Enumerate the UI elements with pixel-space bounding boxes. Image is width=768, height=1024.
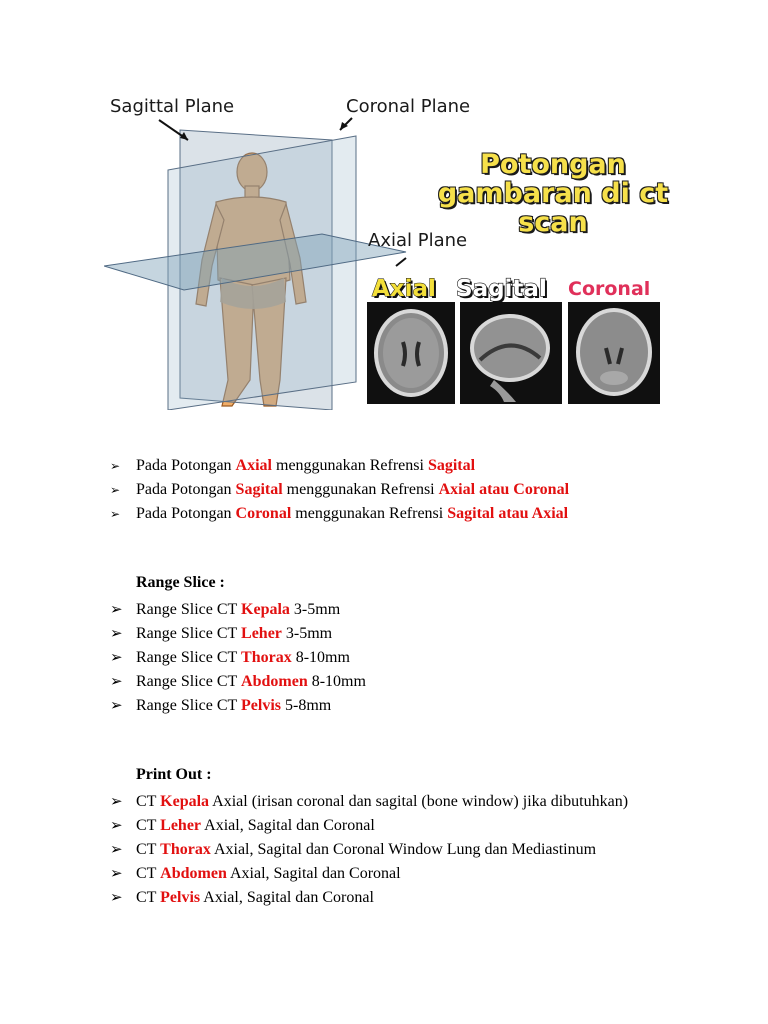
list-item: ➢ Range Slice CT Pelvis 5-8mm [110,694,366,718]
list-item: ➢ CT Leher Axial, Sagital dan Coronal [110,814,628,838]
arrow-bullet-icon: ➢ [110,698,123,714]
arrow-bullet-icon: ➢ [110,483,121,497]
arrow-bullet-icon: ➢ [110,866,123,882]
list-item: ➢ Pada Potongan Coronal menggunakan Refrensi Sagital atau Axial [110,502,569,526]
sagittal-ct-scan-image [460,302,562,404]
arrow-bullet-icon: ➢ [110,818,123,834]
arrow-bullet-icon: ➢ [110,626,123,642]
promo-line-1: Potongan [480,149,626,180]
list-item: ➢ Range Slice CT Leher 3-5mm [110,622,366,646]
list-item: ➢ CT Thorax Axial, Sagital dan Coronal Window Lung dan Mediastinum [110,838,628,862]
coronal-ct-scan-image [568,302,660,404]
promo-line-3: scan [518,207,588,238]
arrow-bullet-icon: ➢ [110,650,123,666]
arrow-bullet-icon: ➢ [110,842,123,858]
list-item: ➢ Pada Potongan Sagital menggunakan Refrensi Axial atau Coronal [110,478,569,502]
arrow-bullet-icon: ➢ [110,602,123,618]
arrow-bullet-icon: ➢ [110,459,121,473]
axial-ct-scan-image [367,302,455,404]
print-out-heading: Print Out : [136,766,212,783]
promo-heading [434,150,672,237]
plane-reference-list [110,454,569,526]
tag-coronal: Coronal [568,278,651,300]
tag-axial: Axial [372,276,436,302]
axial-plane-label: Axial Plane [368,230,468,251]
range-slice-list [110,598,366,718]
arrow-bullet-icon: ➢ [110,794,123,810]
sagittal-plane-label: Sagittal Plane [110,96,235,117]
list-item: ➢ CT Pelvis Axial, Sagital dan Coronal [110,886,628,910]
arrow-bullet-icon: ➢ [110,507,121,521]
list-item: ➢ Range Slice CT Abdomen 8-10mm [110,670,366,694]
list-item: ➢ Pada Potongan Axial menggunakan Refrensi Sagital [110,454,569,478]
print-out-list [110,790,628,910]
list-item: ➢ Range Slice CT Thorax 8-10mm [110,646,366,670]
arrow-bullet-icon: ➢ [110,890,123,906]
list-item: ➢ CT Abdomen Axial, Sagital dan Coronal [110,862,628,886]
list-item: ➢ Range Slice CT Kepala 3-5mm [110,598,366,622]
arrow-bullet-icon: ➢ [110,674,123,690]
list-item: ➢ CT Kepala Axial (irisan coronal dan sagital (bone window) jika dibutuhkan) [110,790,628,814]
promo-line-2: gambaran di ct [437,178,669,209]
tag-sagital: Sagital [456,276,547,302]
anatomical-planes-figure [104,80,670,410]
coronal-plane-label: Coronal Plane [346,96,471,117]
range-slice-heading: Range Slice : [136,574,225,591]
